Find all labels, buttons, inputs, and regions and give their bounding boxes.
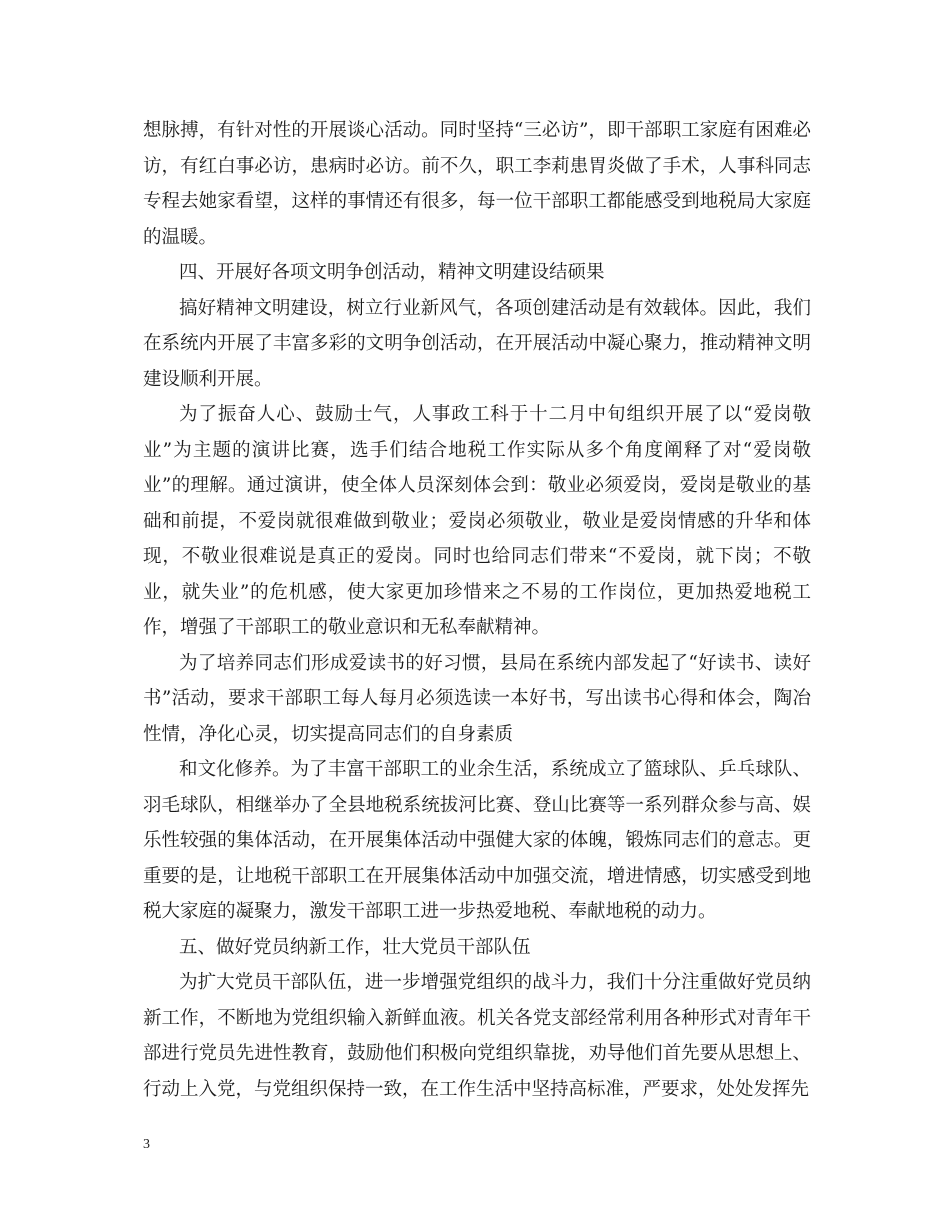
paragraph-8: 为扩大党员干部队伍，进一步增强党组织的战斗力，我们十分注重做好党员纳新工作，不断地为党组织输入新鲜血液。机关各党支部经常利用各种形式对青年干部进行党员先进性教育，鼓励他们积极向党组织靠拢，劝导他们首先要从思想上、行动上入党，与党组织保持一致，在工作生活中坚持高标准，严要求，处处发挥先 bbox=[143, 972, 811, 1100]
document-body bbox=[143, 113, 811, 1107]
paragraph-3: 搞好精神文明建设，树立行业新风气，各项创建活动是有效载体。因此，我们在系统内开展了丰富多彩的文明争创活动，在开展活动中凝心聚力，推动精神文明建设顺利开展。 bbox=[143, 297, 811, 390]
section-heading-4: 四、开展好各项文明争创活动，精神文明建设结硕果 bbox=[179, 262, 605, 283]
paragraph-4: 为了振奋人心、鼓励士气，人事政工科于十二月中旬组织开展了以“爱岗敬业”为主题的演讲比赛，选手们结合地税工作实际从多个角度阐释了对“爱岗敬业”的理解。通过演讲，使全体人员深刻体会到：敬业必须爱岗，爱岗是敬业的基础和前提，不爱岗就很难做到敬业；爱岗必须敬业，敬业是爱岗情感的升华和体现，不敬业很难说是真正的爱岗。同时也给同志们带来“不爱岗，就下岗；不敬业，就失业”的危机感，使大家更加珍惜来之不易的工作岗位，更加热爱地税工作，增强了干部职工的敬业意识和无私奉献精神。 bbox=[143, 404, 811, 638]
paragraph-6: 和文化修养。为了丰富干部职工的业余生活，系统成立了篮球队、乒乓球队、羽毛球队，相继举办了全县地税系统拔河比赛、登山比赛等一系列群众参与高、娱乐性较强的集体活动，在开展集体活动中强健大家的体魄，锻炼同志们的意志。更重要的是，让地税干部职工在开展集体活动中加强交流，增进情感，切实感受到地税大家庭的凝聚力，激发干部职工进一步热爱地税、奉献地税的动力。 bbox=[143, 759, 811, 922]
paragraph-1: 想脉搏，有针对性的开展谈心活动。同时坚持“三必访”，即干部职工家庭有困难必访，有红白事必访，患病时必访。前不久，职工李莉患胃炎做了手术，人事科同志专程去她家看望，这样的事情还有很多，每一位干部职工都能感受到地税局大家庭的温暖。 bbox=[143, 120, 811, 248]
paragraph-5: 为了培养同志们形成爱读书的好习惯，县局在系统内部发起了“好读书、读好书”活动，要求干部职工每人每月必须选读一本好书，写出读书心得和体会，陶冶性情，净化心灵，切实提高同志们的自身素质 bbox=[143, 652, 811, 745]
section-heading-5: 五、做好党员纳新工作，壮大党员干部队伍 bbox=[179, 936, 531, 958]
page-number: 3 bbox=[143, 1137, 150, 1152]
